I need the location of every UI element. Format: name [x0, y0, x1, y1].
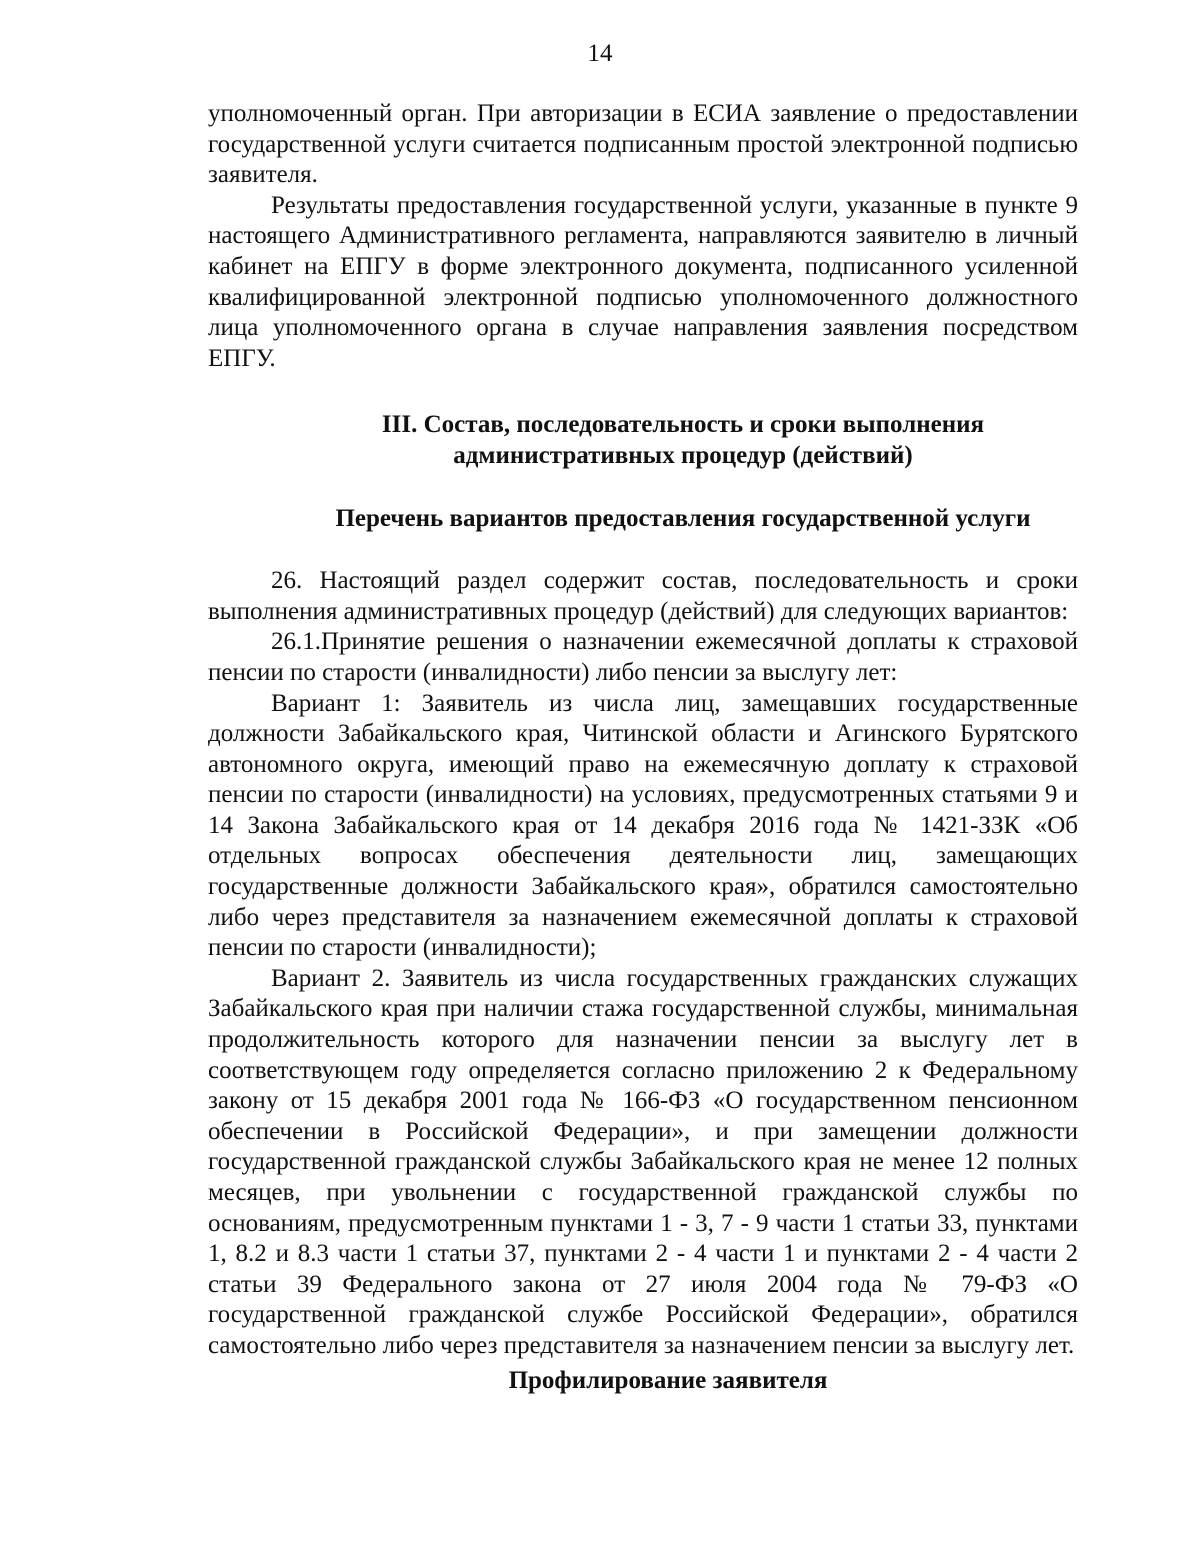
paragraph-26: 26. Настоящий раздел содержит состав, последовательность и сроки выполнения административных процедур (действий) для следующих вариантов: [208, 567, 1078, 625]
final-heading: Профилирование заявителя [508, 1366, 828, 1394]
paragraph-variant-1: Вариант 1: Заявитель из числа лиц, замещавших государственные должности Забайкальского края, Читинской области и Агинского Бурятского автономного округа, имеющий право на ежемесячную доплату к страховой пенсии по старости (инвалидности) на условиях, предусмотренных статьями 9 и 14 Закона Забайкальского края от 14 декабря 2016 года № 1421-ЗЗК «Об отдельных вопросах обеспечения деятельности лиц, замещающих государственные должности Забайкальского края», обратился самостоятельно либо через представителя за назначением ежемесячной доплаты к страховой пенсии по старости (инвалидности); [208, 689, 1078, 962]
document-body [208, 99, 1078, 1396]
subheading: Перечень вариантов предоставления государственной услуги [335, 504, 1031, 532]
section-title-line-2: административных процедур (действий) [453, 441, 913, 469]
section-title [208, 410, 1078, 471]
paragraph-variant-2: Вариант 2. Заявитель из числа государственных гражданских служащих Забайкальского края при наличии стажа государственной службы, минимальная продолжительность которого для назначении пенсии за выслугу лет в соответствующем году определяется согласно приложению 2 к Федеральному закону от 15 декабря 2001 года № 166-ФЗ «О государственном пенсионном обеспечении в Российской Федерации», и при замещении должности государственной гражданской службы Забайкальского края не менее 12 полных месяцев, при увольнении с государственной гражданской службы по основаниям, предусмотренным пунктами 1 - 3, 7 - 9 части 1 статьи 33, пунктами 1, 8.2 и 8.3 части 1 статьи 37, пунктами 2 - 4 части 1 и пунктами 2 - 4 части 2 статьи 39 Федерального закона от 27 июля 2004 года № 79-ФЗ «О государственной гражданской службе Российской Федерации», обратился самостоятельно либо через представителя за назначением пенсии за выслугу лет. [208, 964, 1078, 1359]
section-title-line-1: III. Состав, последовательность и сроки выполнения [381, 411, 985, 439]
paragraph-continuation: уполномоченный орган. При авторизации в ЕСИА заявление о предоставлении государственной услуги считается подписанным простой электронной подписью заявителя. [208, 100, 1078, 189]
paragraph-results: Результаты предоставления государственной услуги, указанные в пункте 9 настоящего Административного регламента, направляются заявителю в личный кабинет на ЕПГУ в форме электронного документа, подписанного усиленной квалифицированной электронной подписью уполномоченного должностного лица уполномоченного органа в случае направления заявления посредством ЕПГУ. [208, 191, 1078, 372]
paragraph-26-1: 26.1.Принятие решения о назначении ежемесячной доплаты к страховой пенсии по старости (инвалидности) либо пенсии за выслугу лет: [208, 628, 1078, 686]
page-number: 14 [587, 40, 613, 67]
